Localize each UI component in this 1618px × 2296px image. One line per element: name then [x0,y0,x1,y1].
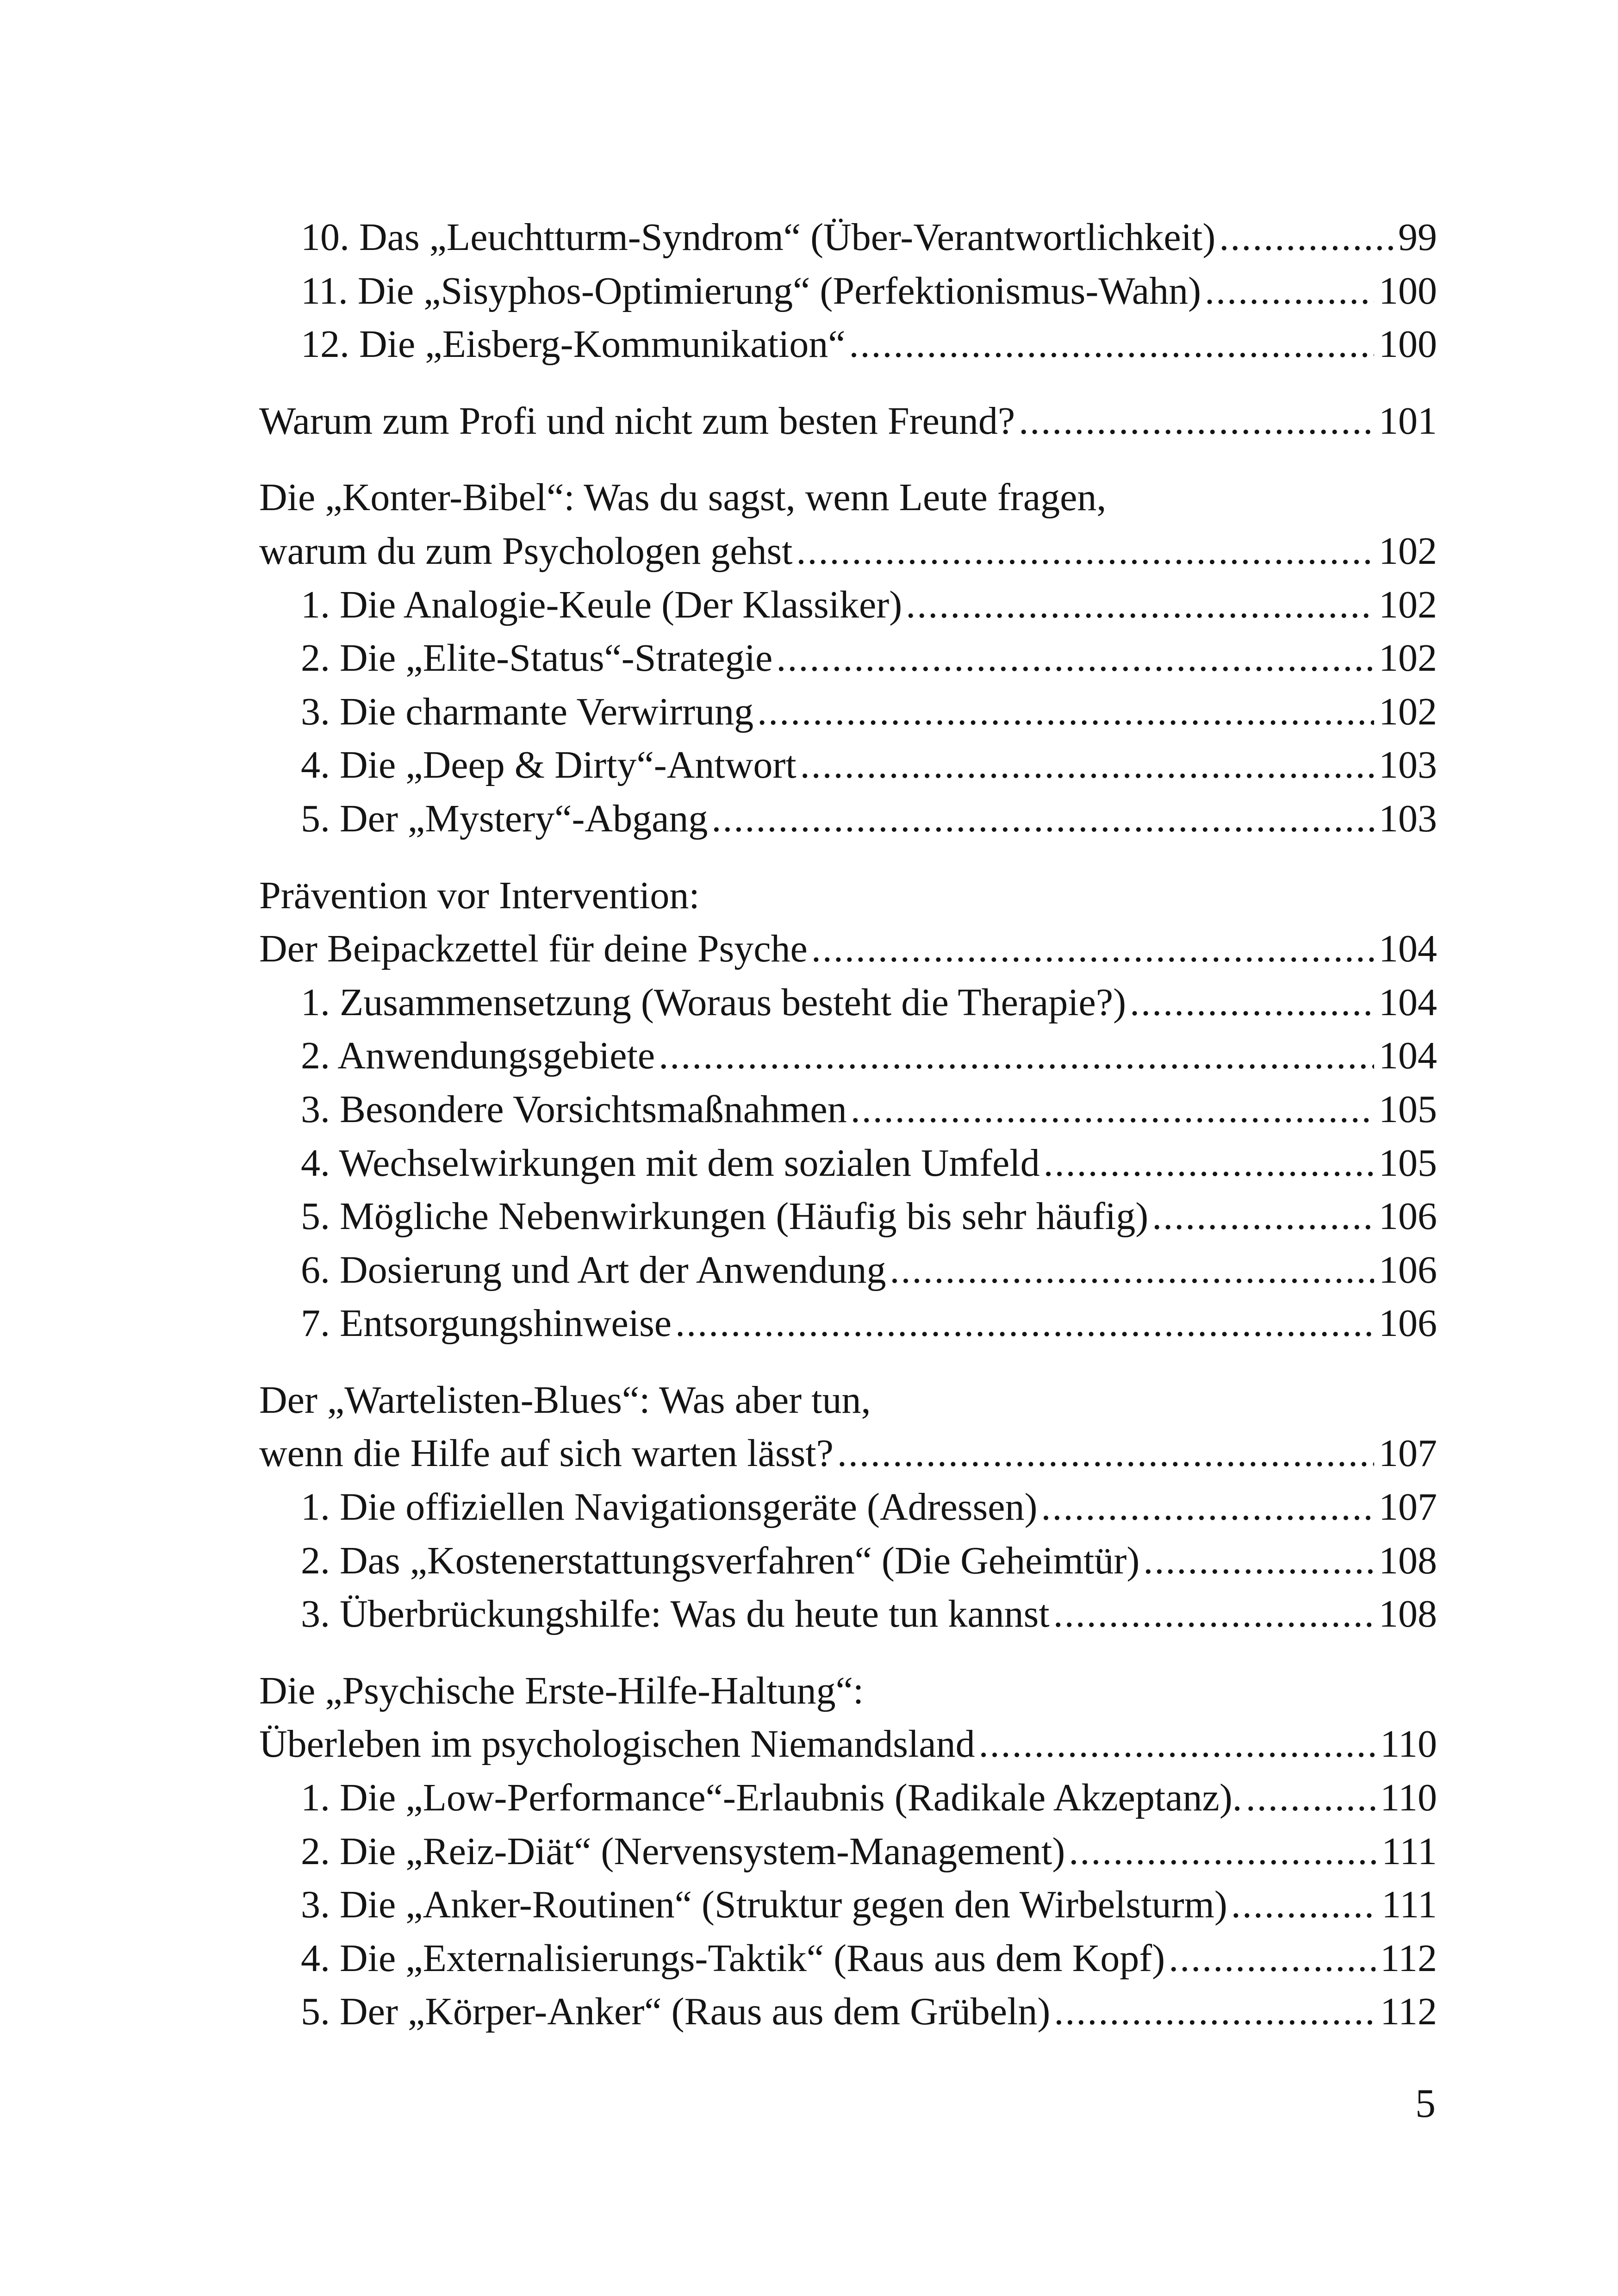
toc-entry-title: 1. Die „Low-Performance“-Erlaubnis (Radikale Akzeptanz). [301,1776,1242,1820]
toc-entry-title: 4. Die „Externalisierungs-Taktik“ (Raus aus dem Kopf) [301,1936,1165,1980]
toc-entry-title: 5. Der „Körper-Anker“ (Raus aus dem Grübeln) [301,1990,1051,2034]
section-gap [259,371,1437,394]
toc-entry[interactable] [259,1771,1437,1825]
toc-entry[interactable] [259,1878,1437,1932]
toc-entry-title: 3. Die „Anker-Routinen“ (Struktur gegen den Wirbelsturm) [301,1883,1227,1927]
toc-entry[interactable] [259,792,1437,846]
dot-leader [1231,1878,1377,1932]
toc-section-title-line1: Die „Psychische Erste-Hilfe-Haltung“: [259,1669,864,1712]
dot-leader [1205,264,1374,318]
dot-leader [1143,1534,1374,1588]
toc-entry[interactable] [259,1083,1437,1136]
toc-section-title-line2: wenn die Hilfe auf sich warten lässt? [259,1432,834,1475]
toc-entry-page: 102 [1379,636,1437,680]
toc-section-title-line2: Der Beipackzettel für deine Psyche [259,927,808,971]
toc-entry-page: 103 [1379,743,1437,787]
toc-section-title: Warum zum Profi und nicht zum besten Freund? [259,399,1015,443]
toc-entry[interactable] [259,1932,1437,1985]
toc-section[interactable] [259,1427,1437,1480]
toc-entry[interactable] [259,1190,1437,1243]
toc-section-title-line2: warum du zum Psychologen gehst [259,529,793,573]
toc-entry[interactable] [259,1825,1437,1878]
toc-entry[interactable] [259,1136,1437,1190]
toc-entry-title: 7. Entsorgungshinweise [301,1302,672,1345]
toc-section[interactable] [259,922,1437,976]
toc-entry-page: 102 [1379,690,1437,733]
toc-entry-title: 1. Die offiziellen Navigationsgeräte (Adressen) [301,1485,1038,1529]
toc-entry-page: 100 [1379,269,1437,312]
dot-leader [800,738,1374,792]
dot-leader [757,685,1374,739]
toc-entry-title: 4. Die „Deep & Dirty“-Antwort [301,743,797,787]
toc-section[interactable] [259,394,1437,448]
toc-entry-page: 108 [1379,1539,1437,1582]
dot-leader [1246,1771,1375,1825]
toc-entry[interactable] [259,976,1437,1029]
toc-entry-page: 106 [1379,1248,1437,1292]
toc-entry[interactable] [259,1534,1437,1588]
toc-entry-title: 3. Die charmante Verwirrung [301,690,754,733]
toc-entry-title: 10. Das „Leuchtturm-Syndrom“ (Über-Verantwortlichkeit) [301,216,1216,259]
dot-leader [659,1029,1374,1083]
toc-entry-page: 104 [1379,1034,1437,1078]
toc-section[interactable] [259,524,1437,578]
toc-entry-title: 3. Überbrückungshilfe: Was du heute tun kannst [301,1592,1050,1636]
toc-entry-title: 3. Besondere Vorsichtsmaßnahmen [301,1087,847,1131]
toc-section-page: 104 [1379,927,1437,971]
toc-entry[interactable] [259,1243,1437,1297]
toc-section-title-line1: Prävention vor Intervention: [259,873,700,917]
toc-entry-title: 1. Zusammensetzung (Woraus besteht die Therapie?) [301,980,1126,1024]
toc-entry-page: 105 [1379,1087,1437,1131]
toc-entry[interactable] [259,1297,1437,1350]
toc-entry-title: 11. Die „Sisyphos-Optimierung“ (Perfektionismus-Wahn) [301,269,1201,312]
toc-entry[interactable] [259,578,1437,632]
toc-entry-page: 104 [1379,980,1437,1024]
toc-entry-title: 5. Der „Mystery“-Abgang [301,797,708,840]
table-of-contents [259,211,1437,2039]
toc-entry[interactable] [259,631,1437,685]
toc-entry-title: 2. Die „Reiz-Diät“ (Nervensystem-Management) [301,1829,1065,1873]
toc-entry-page: 106 [1379,1302,1437,1345]
dot-leader [1053,1587,1374,1641]
toc-entry-title: 5. Mögliche Nebenwirkungen (Häufig bis sehr häufig) [301,1195,1149,1238]
toc-entry-title: 1. Die Analogie-Keule (Der Klassiker) [301,583,902,626]
dot-leader [849,318,1374,371]
dot-leader [906,578,1374,632]
dot-leader [811,922,1374,976]
toc-entry[interactable] [259,264,1437,318]
dot-leader [711,792,1374,846]
section-gap [259,1641,1437,1664]
dot-leader [1041,1480,1374,1534]
dot-leader [675,1297,1374,1350]
toc-entry[interactable] [259,1985,1437,2039]
toc-section-title-line1: Die „Konter-Bibel“: Was du sagst, wenn Leute fragen, [259,476,1107,519]
toc-entry[interactable] [259,1029,1437,1083]
dot-leader [1152,1190,1374,1243]
toc-entry-title: 2. Das „Kostenerstattungsverfahren“ (Die Geheimtür) [301,1539,1140,1582]
toc-entry-page: 110 [1380,1776,1437,1820]
toc-entry[interactable] [259,318,1437,371]
toc-section-page: 101 [1379,399,1437,443]
dot-leader [776,631,1374,685]
toc-section-line1[interactable] [259,471,1437,524]
toc-entry-page: 102 [1379,583,1437,626]
toc-entry-page: 112 [1380,1936,1437,1980]
toc-entry[interactable] [259,211,1437,264]
dot-leader [797,524,1375,578]
dot-leader [1054,1985,1375,2039]
toc-section-page: 102 [1379,529,1437,573]
toc-section-line1[interactable] [259,1664,1437,1718]
toc-entry-page: 99 [1398,216,1437,259]
toc-entry[interactable] [259,1480,1437,1534]
dot-leader [1044,1136,1374,1190]
dot-leader [890,1243,1374,1297]
toc-section-page: 110 [1380,1722,1437,1766]
toc-entry-page: 112 [1380,1990,1437,2034]
toc-entry-title: 2. Anwendungsgebiete [301,1034,655,1078]
toc-entry-title: 12. Die „Eisberg-Kommunikation“ [301,323,846,366]
toc-section-page: 107 [1379,1432,1437,1475]
toc-entry-page: 105 [1379,1141,1437,1185]
dot-leader [851,1083,1374,1136]
toc-entry-page: 108 [1379,1592,1437,1636]
toc-entry-page: 103 [1379,797,1437,840]
dot-leader [837,1427,1374,1480]
dot-leader [1069,1825,1377,1878]
toc-section-line1[interactable] [259,1373,1437,1427]
section-gap [259,1350,1437,1373]
toc-entry-page: 106 [1379,1195,1437,1238]
toc-entry-page: 107 [1379,1485,1437,1529]
toc-entry-title: 2. Die „Elite-Status“-Strategie [301,636,773,680]
toc-section[interactable] [259,1717,1437,1771]
dot-leader [1130,976,1374,1029]
toc-section-title-line1: Der „Wartelisten-Blues“: Was aber tun, [259,1378,871,1422]
toc-entry-page: 111 [1382,1883,1437,1927]
toc-entry[interactable] [259,738,1437,792]
page-number: 5 [1415,2081,1436,2126]
toc-entry[interactable] [259,685,1437,739]
dot-leader [979,1717,1375,1771]
dot-leader [1219,211,1394,264]
section-gap [259,448,1437,471]
dot-leader [1019,394,1374,448]
section-gap [259,846,1437,869]
toc-entry-title: 6. Dosierung und Art der Anwendung [301,1248,886,1292]
toc-section-line1[interactable] [259,869,1437,923]
toc-entry[interactable] [259,1587,1437,1641]
toc-section-title-line2: Überleben im psychologischen Niemandsland [259,1722,975,1766]
toc-entry-title: 4. Wechselwirkungen mit dem sozialen Umfeld [301,1141,1040,1185]
toc-entry-page: 111 [1382,1829,1437,1873]
toc-entry-page: 100 [1379,323,1437,366]
dot-leader [1169,1932,1375,1985]
